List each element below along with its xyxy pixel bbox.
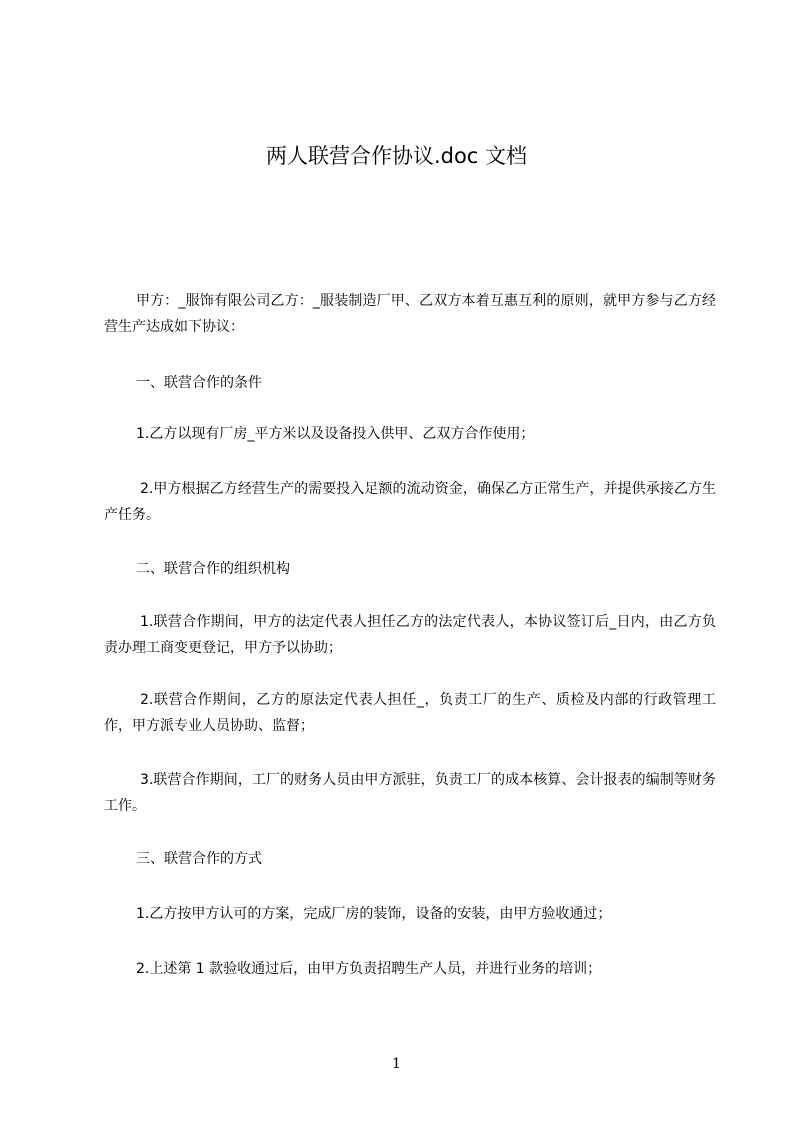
clause-1-1: 1.乙方以现有厂房_平方米以及设备投入供甲、乙双方合作使用；: [136, 426, 535, 442]
clause-3-2: 2.上述第 1 款验收通过后，由甲方负责招聘生产人员，并进行业务的培训；: [136, 961, 602, 977]
intro-paragraph: 甲方：_服饰有限公司乙方：_服装制造厂甲、乙双方本着互惠互利的原则，就甲方参与乙方经营生产达成如下协议：: [104, 293, 716, 335]
document-title: 两人联营合作协议.doc 文档: [265, 144, 528, 168]
clause-2-2: 2.联营合作期间，乙方的原法定代表人担任_，负责工厂的生产、质检及内部的行政管理工作，甲方派专业人员协助、监督；: [104, 692, 716, 734]
section-heading-organization: 二、联营合作的组织机构: [136, 561, 290, 577]
section-heading-method: 三、联营合作的方式: [136, 851, 262, 867]
clause-1-2: 2.甲方根据乙方经营生产的需要投入足额的流动资金，确保乙方正常生产，并提供承接乙方生产任务。: [104, 481, 716, 523]
clause-2-3: 3.联营合作期间，工厂的财务人员由甲方派驻，负责工厂的成本核算、会计报表的编制等财务工作。: [104, 772, 716, 814]
page-number: 1: [392, 1056, 401, 1072]
clause-3-1: 1.乙方按甲方认可的方案，完成厂房的装饰，设备的安装，由甲方验收通过；: [136, 906, 612, 922]
clause-2-1: 1.联营合作期间，甲方的法定代表人担任乙方的法定代表人，本协议签订后_日内，由乙方负责办理工商变更登记，甲方予以协助；: [104, 614, 716, 656]
section-heading-conditions: 一、联营合作的条件: [136, 375, 262, 391]
